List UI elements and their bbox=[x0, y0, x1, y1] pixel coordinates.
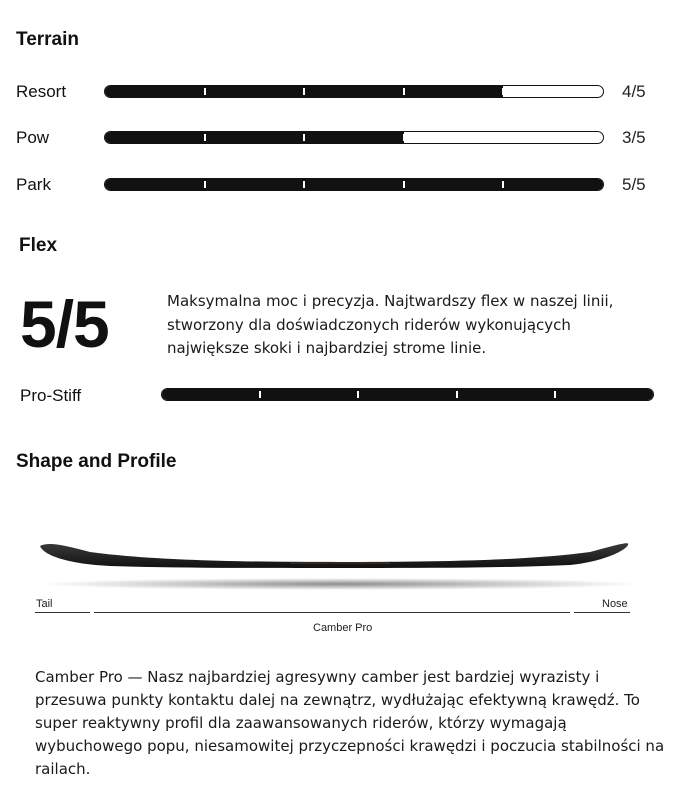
nose-label: Nose bbox=[602, 598, 628, 610]
flex-scale-label: Pro-Stiff bbox=[20, 386, 82, 405]
shape-title: Shape and Profile bbox=[16, 451, 177, 472]
bar-tick bbox=[303, 181, 305, 188]
terrain-park-fill bbox=[105, 179, 603, 190]
bar-tick bbox=[204, 134, 206, 141]
terrain-resort-bar bbox=[104, 85, 604, 98]
bar-tick bbox=[259, 391, 261, 398]
terrain-resort-value: 4/5 bbox=[622, 82, 646, 101]
terrain-pow-value: 3/5 bbox=[622, 128, 646, 147]
terrain-park-value: 5/5 bbox=[622, 175, 646, 194]
bar-tick bbox=[403, 181, 405, 188]
bar-tick bbox=[502, 181, 504, 188]
terrain-pow-label: Pow bbox=[16, 128, 50, 147]
bar-tick bbox=[303, 88, 305, 95]
camber-line bbox=[94, 612, 570, 613]
flex-fill bbox=[162, 389, 653, 400]
snowboard-icon bbox=[30, 530, 650, 610]
profile-name: Camber Pro bbox=[313, 622, 373, 634]
board-profile-image bbox=[30, 530, 650, 610]
terrain-resort-label: Resort bbox=[16, 82, 67, 101]
terrain-park-bar bbox=[104, 178, 604, 191]
bar-tick bbox=[456, 391, 458, 398]
bar-tick bbox=[403, 134, 405, 141]
bar-tick bbox=[357, 391, 359, 398]
terrain-pow-bar bbox=[104, 131, 604, 144]
flex-description: Maksymalna moc i precyzja. Najtwardszy flex w naszej linii, stworzony dla doświadczonych riderów wykonujących największe skoki i najbardziej strome linie. bbox=[167, 292, 614, 357]
terrain-pow-fill bbox=[105, 132, 404, 143]
bar-tick bbox=[502, 88, 504, 95]
tail-label: Tail bbox=[36, 598, 53, 610]
bar-tick bbox=[303, 134, 305, 141]
flex-bar bbox=[161, 388, 654, 401]
profile-description: Camber Pro — Nasz najbardziej agresywny camber jest bardziej wyrazisty i przesuwa punkty kontaktu dalej na zewnątrz, wydłużając efektywną krawędź. To super reaktywny profil dla zaawansowanych riderów, którzy wymagają wybuchowego popu, niesamowitej przyczepności krawędzi i poczucia stabilności na railach. bbox=[35, 668, 665, 778]
bar-tick bbox=[204, 88, 206, 95]
nose-line bbox=[574, 612, 630, 613]
flex-title: Flex bbox=[19, 235, 58, 256]
bar-tick bbox=[554, 391, 556, 398]
terrain-park-label: Park bbox=[16, 175, 51, 194]
bar-tick bbox=[204, 181, 206, 188]
tail-line bbox=[35, 612, 90, 613]
terrain-title: Terrain bbox=[16, 29, 80, 50]
flex-score: 5/5 bbox=[20, 287, 109, 361]
bar-tick bbox=[403, 88, 405, 95]
